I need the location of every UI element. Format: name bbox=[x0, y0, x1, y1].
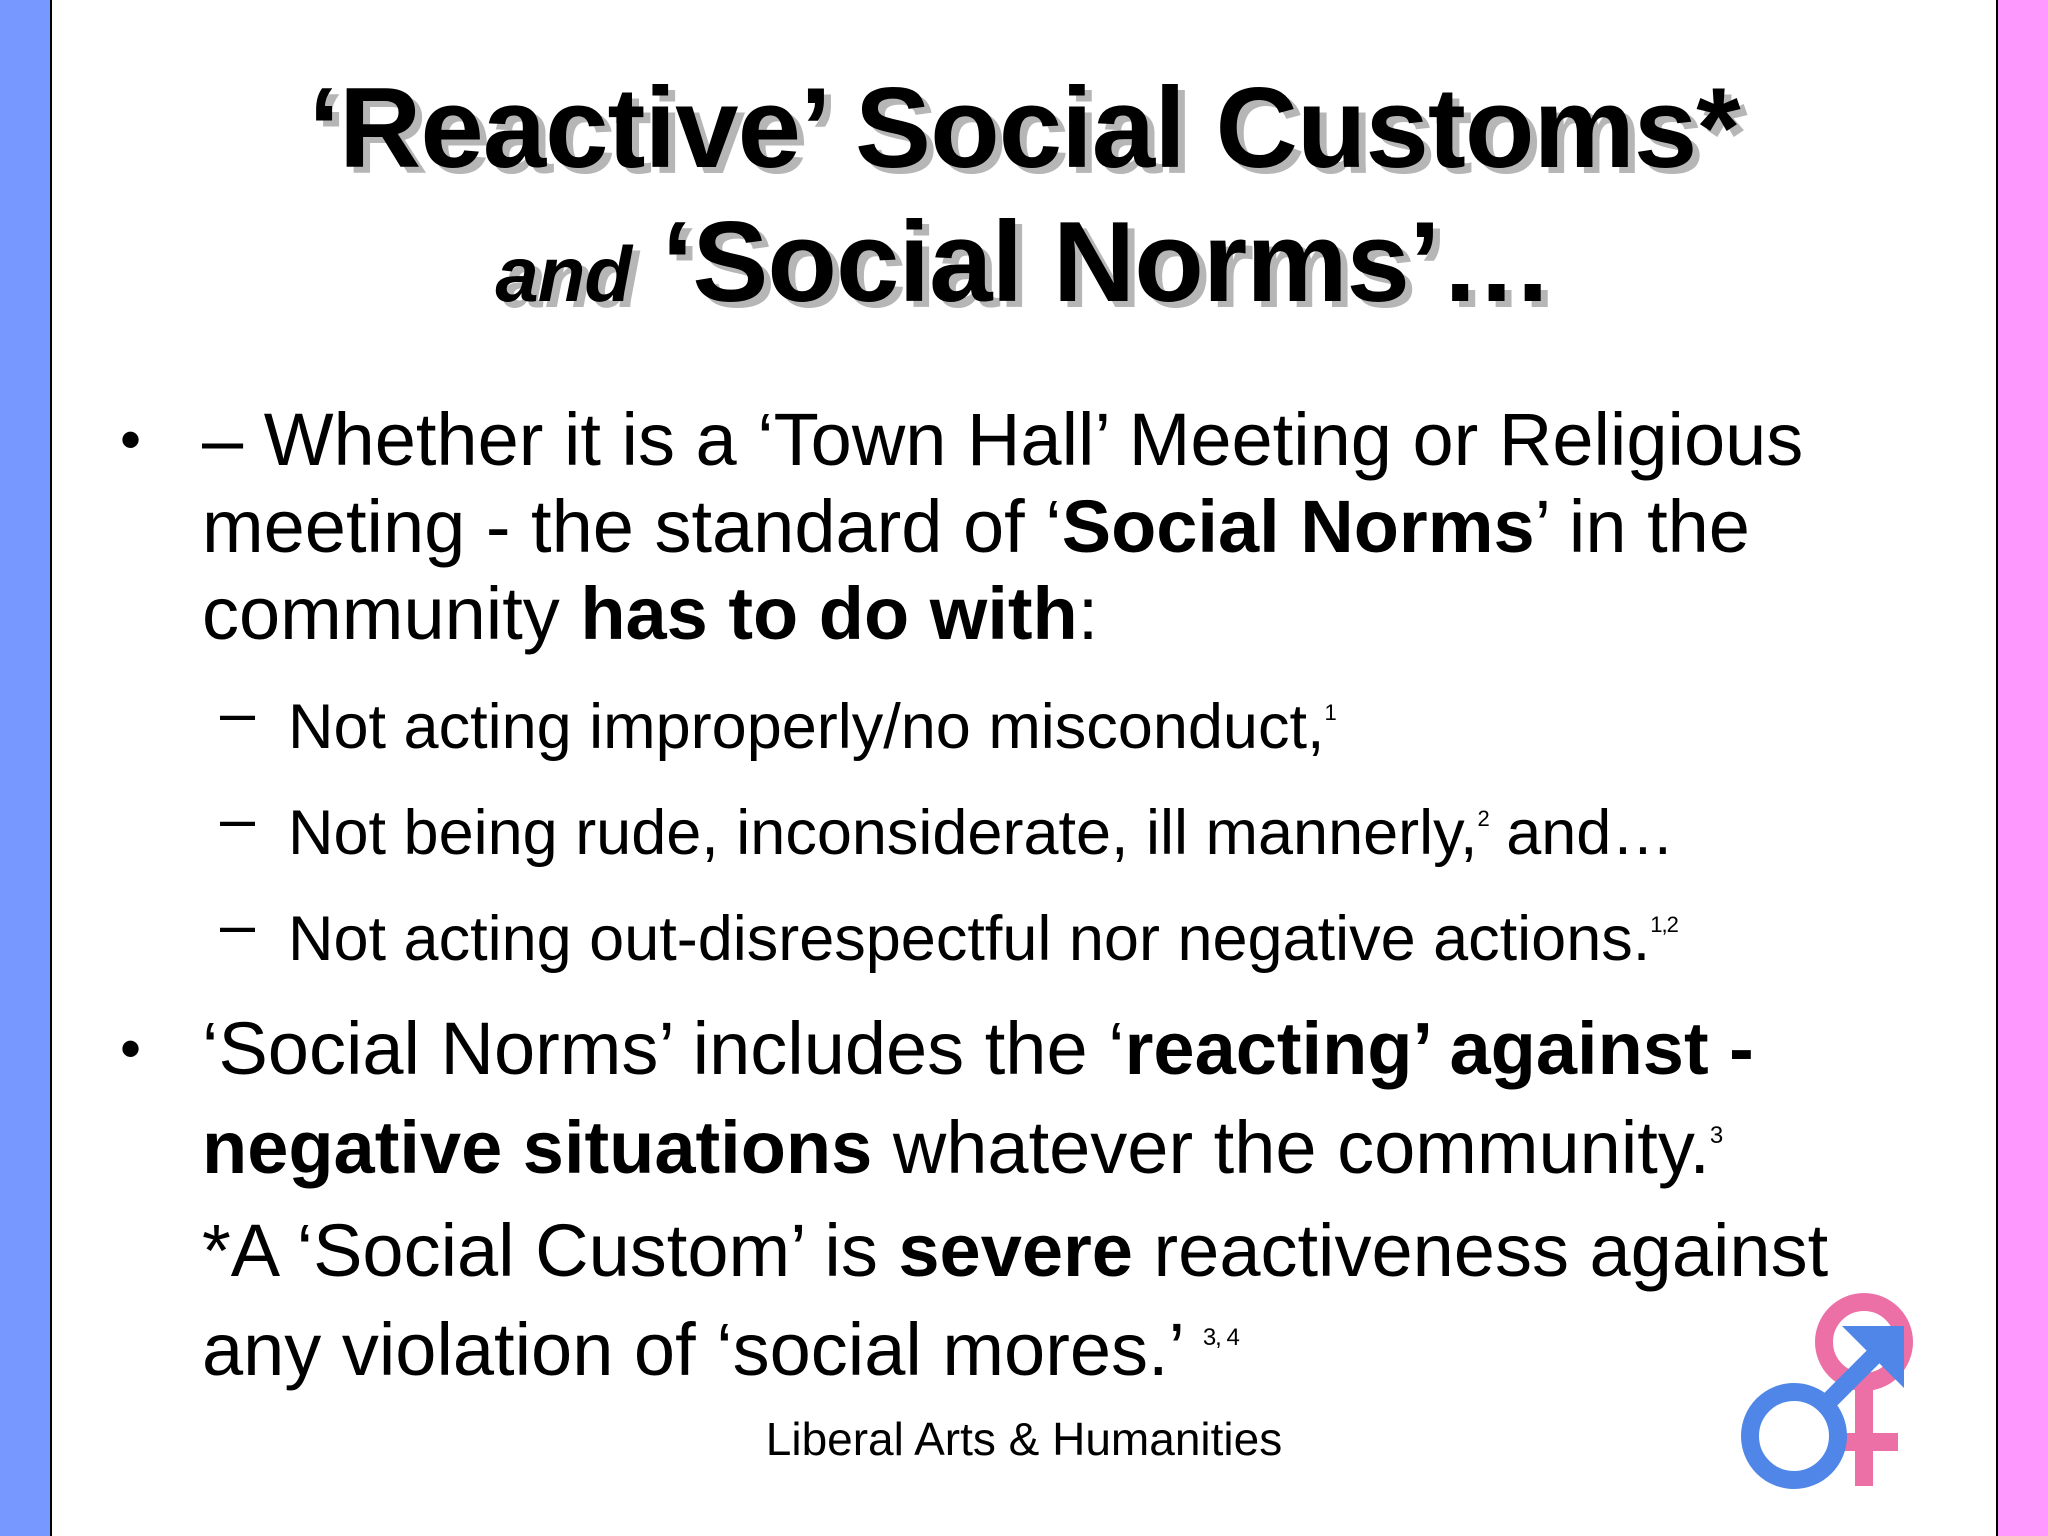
gender-symbols-icon bbox=[1730, 1286, 1942, 1498]
footnote-ref: 1 bbox=[1324, 700, 1336, 725]
title-line-2 bbox=[60, 196, 1988, 341]
footnote-ref: 2 bbox=[1477, 806, 1489, 831]
title-and: and bbox=[495, 230, 632, 318]
sub-bullet-rude: – Not being rude, inconsiderate, ill mannerly,$^2$ and… bbox=[120, 773, 1900, 879]
sub-bullet-misconduct: – Not acting improperly/no misconduct,$^1$ bbox=[120, 667, 1900, 773]
dash-icon: – bbox=[220, 890, 256, 960]
title-line-1: ‘Reactive’ Social Customs* bbox=[308, 65, 1740, 192]
footnote-ref: 3 bbox=[1709, 1122, 1723, 1149]
footnote-ref: 1,2 bbox=[1650, 912, 1678, 937]
dash-icon: – bbox=[220, 678, 256, 748]
title-social-norms: ‘Social Norms’… bbox=[661, 199, 1553, 326]
slide-body bbox=[120, 396, 1900, 1393]
social-custom-note: *A ‘Social Custom’ is severe reactiveness against any violation of ‘social mores.’ $^{3, 4}$ bbox=[202, 1209, 1829, 1391]
bullet-social-norms-reacting: • ‘Social Norms’ includes the ‘reacting’ against - negative situations whatever the community.$^3$ bbox=[120, 1007, 1754, 1189]
bullet-town-hall: • – Whether it is a ‘Town Hall’ Meeting or Religious meeting - the standard of ‘Social Norms’ in the community has to do with: bbox=[120, 398, 1804, 655]
footer-label: Liberal Arts & Humanities bbox=[765, 1413, 1283, 1465]
left-color-bar bbox=[0, 0, 52, 1536]
bullet-dot-icon: • bbox=[120, 406, 142, 473]
dash-icon: – bbox=[220, 784, 256, 854]
footnote-ref: 3, 4 bbox=[1202, 1324, 1239, 1351]
bullet-dot-icon: • bbox=[120, 1015, 142, 1082]
slide-title bbox=[60, 62, 1988, 341]
sub-bullet-list bbox=[120, 667, 1900, 985]
sub-bullet-disrespectful: – Not acting out-disrespectful nor negative actions.$^{1,2}$ bbox=[120, 879, 1900, 985]
right-color-bar bbox=[1996, 0, 2048, 1536]
